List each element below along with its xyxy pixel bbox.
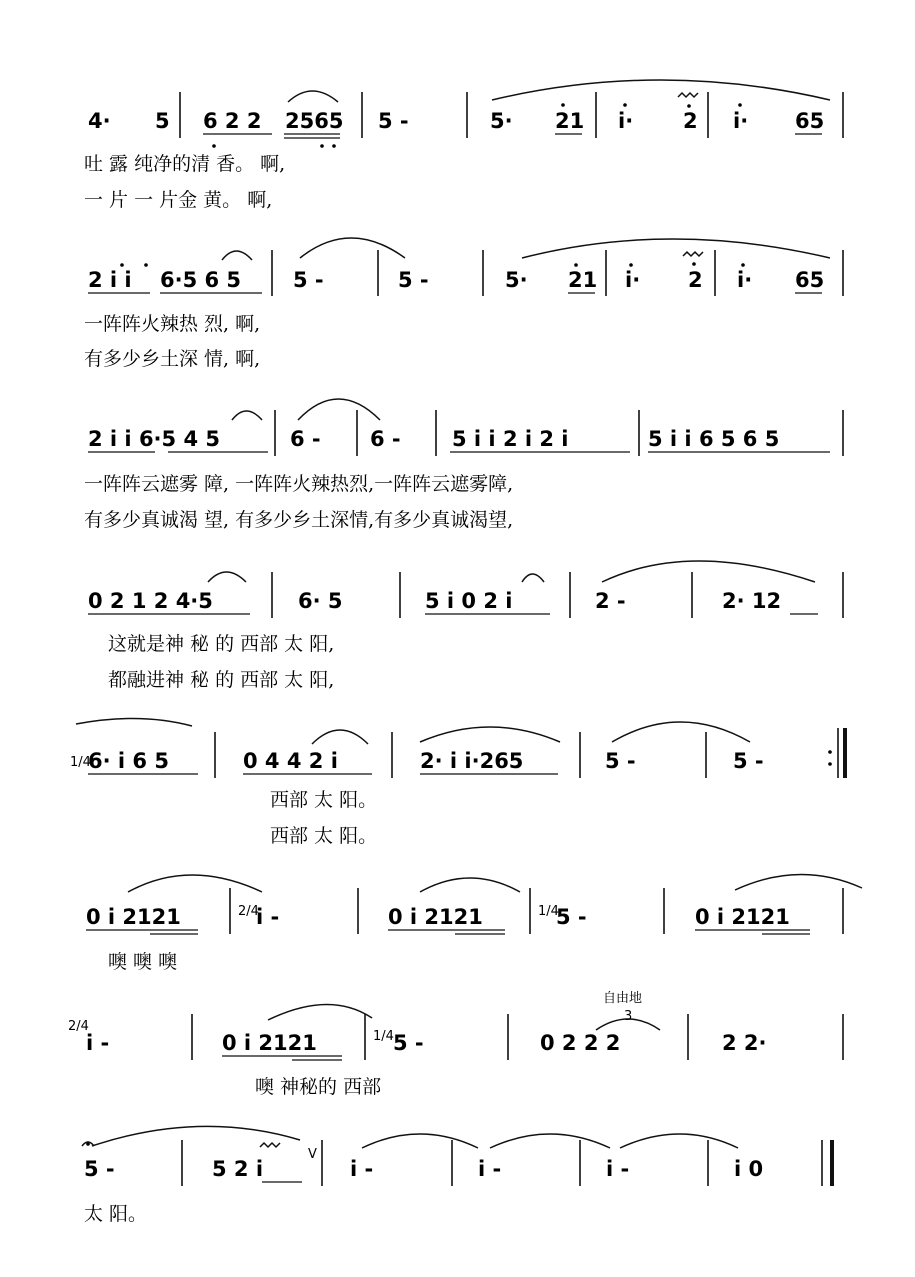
lyric-line: 都融进神 秘 的 西部 太 阳, <box>108 669 335 691</box>
note-group: i - <box>256 905 280 929</box>
note-group: 4· <box>88 109 111 133</box>
slur <box>602 561 815 582</box>
high-dot <box>120 263 124 267</box>
note-group: 21 <box>568 268 598 292</box>
system-3 <box>84 399 843 531</box>
note-group: 5· <box>490 109 513 133</box>
note-group: 0 i 2121 <box>388 905 483 929</box>
slur <box>735 874 862 890</box>
lyric-line: 西部 太 阳。 <box>270 825 378 847</box>
system-2 <box>84 238 843 370</box>
repeat-dot <box>828 762 832 766</box>
note-group: 5 - <box>398 268 429 292</box>
note-group: 5 <box>155 109 170 133</box>
lyric-line: 噢 噢 噢 <box>108 951 178 973</box>
slur <box>522 239 830 258</box>
slur <box>76 718 192 726</box>
note-group: 5 i 0 2 i <box>425 589 513 613</box>
low-dot <box>320 144 324 148</box>
time-signature: 2/4 <box>238 904 259 919</box>
note-group: 0 i 2121 <box>222 1031 317 1055</box>
system-5 <box>70 718 845 847</box>
note-group: 6 2 2 <box>203 109 262 133</box>
lyric-line: 一阵阵火辣热 烈, 啊, <box>84 313 261 335</box>
slur <box>522 574 544 582</box>
slur <box>222 251 252 260</box>
low-dot <box>332 144 336 148</box>
note-group: 0 2 1 2 4·5 <box>88 589 213 613</box>
mordent-icon <box>683 252 703 256</box>
lyric-line: 有多少乡土深 情, 啊, <box>84 348 261 370</box>
slur <box>128 875 262 892</box>
note-group: 0 4 4 2 i <box>243 749 338 773</box>
note-group: 21 <box>555 109 585 133</box>
high-dot <box>144 263 148 267</box>
note-group: 5 2 i <box>212 1157 264 1181</box>
note-group: i - <box>478 1157 502 1181</box>
slur <box>232 411 262 420</box>
note-group: 2 i i 6·5 4 5 <box>88 427 220 451</box>
note-group: i· <box>733 109 749 133</box>
slur <box>208 572 246 582</box>
note-group: 6 - <box>290 427 321 451</box>
note-group: 2 <box>688 268 703 292</box>
time-signature: 1/4 <box>373 1029 394 1044</box>
note-group: 2 2· <box>722 1031 767 1055</box>
note-group: 2· i i·265 <box>420 749 524 773</box>
triplet-mark: 3 <box>624 1009 633 1024</box>
note-group: 6·5 6 5 <box>160 268 242 292</box>
high-dot <box>574 263 578 267</box>
note-group: 5· <box>505 268 528 292</box>
lyric-line: 噢 神秘的 西部 <box>255 1076 382 1098</box>
system-6 <box>86 874 862 973</box>
high-dot <box>687 104 691 108</box>
note-group: 65 <box>795 268 825 292</box>
note-group: 5 - <box>605 749 636 773</box>
slur <box>92 1126 300 1146</box>
lyric-line: 有多少真诚渴 望, 有多少乡土深情,有多少真诚渴望, <box>84 509 514 531</box>
slur <box>298 399 380 420</box>
note-group: i· <box>625 268 641 292</box>
note-group: 5 i i 2 i 2 i <box>452 427 569 451</box>
high-dot <box>561 103 565 107</box>
slur <box>612 722 750 742</box>
mordent-icon <box>678 93 698 97</box>
system-8 <box>82 1126 832 1225</box>
note-group: 2565 <box>285 109 344 133</box>
note-group: 5 - <box>393 1031 424 1055</box>
slur <box>300 238 405 258</box>
slur <box>362 1134 478 1148</box>
lyric-line: 吐 露 纯净的清 香。 啊, <box>84 153 286 175</box>
note-group: 0 i 2121 <box>86 905 181 929</box>
low-dot <box>212 144 216 148</box>
note-group: i· <box>618 109 634 133</box>
system-4 <box>88 561 843 691</box>
system-7 <box>68 990 843 1098</box>
high-dot <box>692 262 696 266</box>
note-group: i· <box>737 268 753 292</box>
note-group: 5 - <box>556 905 587 929</box>
repeat-dot <box>828 750 832 754</box>
note-group: i - <box>606 1157 630 1181</box>
high-dot <box>623 103 627 107</box>
note-group: 6· i 6 5 <box>88 749 169 773</box>
high-dot <box>629 263 633 267</box>
lyric-line: 西部 太 阳。 <box>270 789 378 811</box>
slur <box>420 878 520 892</box>
note-group: 5 - <box>293 268 324 292</box>
note-group: 2 <box>683 109 698 133</box>
note-group: 0 2 2 2 <box>540 1031 621 1055</box>
tempo-marking: 自由地 <box>603 991 643 1006</box>
slur <box>420 727 560 742</box>
lyric-line: 一阵阵云遮雾 障, 一阵阵火辣热烈,一阵阵云遮雾障, <box>84 473 514 495</box>
lyric-line: 这就是神 秘 的 西部 太 阳, <box>108 633 335 655</box>
note-group: i 0 <box>734 1157 764 1181</box>
time-signature: 2/4 <box>68 1019 89 1034</box>
system-1 <box>84 80 843 211</box>
mordent-icon <box>260 1143 280 1147</box>
note-group: 6· 5 <box>298 589 343 613</box>
slur <box>490 1134 610 1148</box>
note-group: 65 <box>795 109 825 133</box>
high-dot <box>741 263 745 267</box>
note-group: 2· 12 <box>722 589 782 613</box>
slur <box>288 91 338 102</box>
note-group: 6 - <box>370 427 401 451</box>
slur <box>492 80 830 100</box>
time-signature: 1/4 <box>538 904 559 919</box>
note-group: i - <box>86 1031 110 1055</box>
note-group: 5 - <box>378 109 409 133</box>
note-group: 2 - <box>595 589 626 613</box>
note-group: 5 i i 6 5 6 5 <box>648 427 780 451</box>
lyric-line: 一 片 一 片金 黄。 啊, <box>84 189 273 211</box>
slur <box>620 1134 738 1148</box>
time-signature: 1/4 <box>70 755 91 770</box>
note-group: 5 - <box>733 749 764 773</box>
note-group: 5 - <box>84 1157 115 1181</box>
note-group: 0 i 2121 <box>695 905 790 929</box>
lyric-line: 太 阳。 <box>84 1203 148 1225</box>
note-group: i - <box>350 1157 374 1181</box>
breath-mark: V <box>308 1147 317 1162</box>
slur <box>268 1004 372 1020</box>
note-group: 2 i i <box>88 268 132 292</box>
slur <box>312 730 368 744</box>
high-dot <box>738 103 742 107</box>
